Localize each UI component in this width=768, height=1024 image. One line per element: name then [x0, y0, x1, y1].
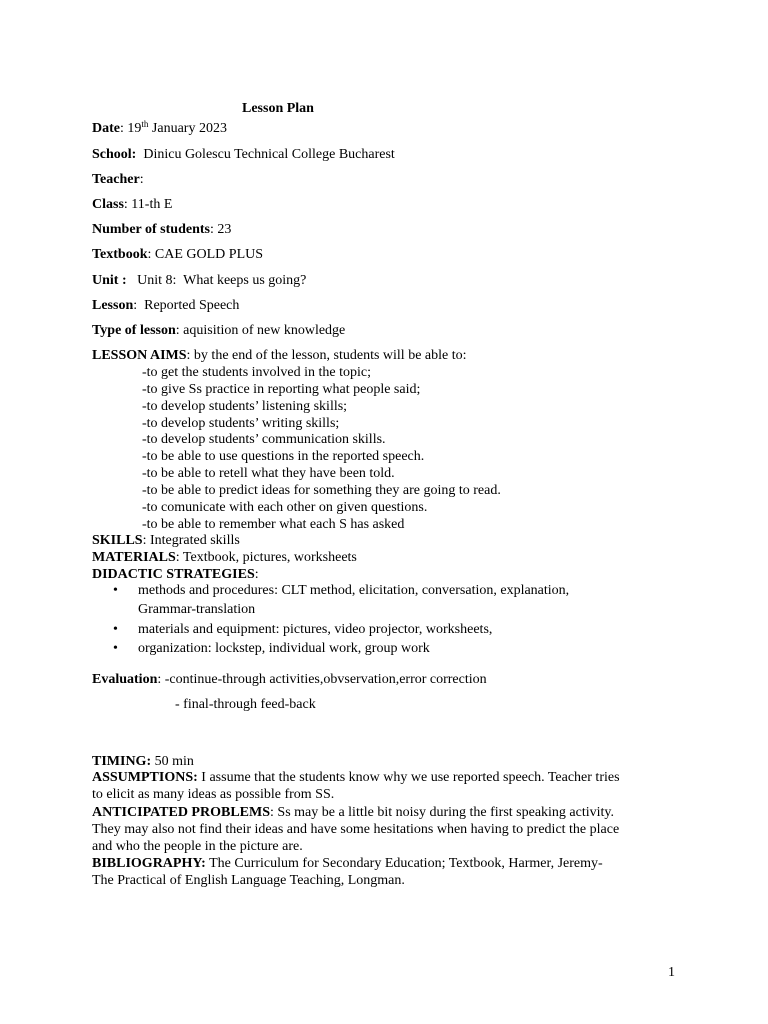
aim-item: -to comunicate with each other on given questions. — [142, 500, 428, 515]
teacher-value: : — [139, 172, 144, 187]
timing-line — [92, 754, 194, 770]
page-title: Lesson Plan — [242, 101, 314, 116]
bullet-icon: • — [113, 641, 118, 656]
materials-value: : Textbook, pictures, worksheets — [175, 550, 357, 565]
date-suffix: th — [141, 119, 149, 129]
bullet-icon: • — [113, 622, 118, 637]
aim-item: -to develop students’ writing skills; — [142, 416, 340, 431]
timing-label: TIMING: — [92, 754, 152, 769]
strategy-item: materials and equipment: pictures, video projector, worksheets, — [138, 622, 493, 637]
school-value: Dinicu Golescu Technical College Bucharest — [136, 147, 395, 162]
bullet-icon: • — [113, 583, 118, 598]
aim-item: -to be able to remember what each S has asked — [142, 517, 405, 532]
aims-intro: : by the end of the lesson, students will be able to: — [186, 348, 467, 363]
lesson-type-value: : aquisition of new knowledge — [175, 323, 346, 338]
lesson-line — [92, 298, 239, 314]
strategy-item-continued: Grammar-translation — [138, 602, 256, 617]
strategy-item: organization: lockstep, individual work, group work — [138, 641, 430, 656]
unit-line — [92, 273, 306, 289]
page-number: 1 — [668, 965, 675, 980]
evaluation-line — [92, 672, 487, 688]
date-day: 19 — [127, 121, 142, 136]
problems-value: : Ss may be a little bit noisy during the first speaking activity. — [270, 805, 614, 820]
school-label: School: — [92, 147, 137, 162]
strategies-line — [92, 567, 259, 583]
aim-item: -to be able to predict ideas for something they are going to read. — [142, 483, 501, 498]
teacher-label: Teacher — [92, 172, 140, 187]
textbook-line — [92, 247, 263, 263]
bibliography-line — [92, 856, 603, 872]
evaluation-line-2: - final-through feed-back — [175, 697, 316, 712]
aim-item: -to develop students’ communication skills. — [142, 432, 386, 447]
date-rest: January 2023 — [148, 121, 227, 136]
strategies-label: DIDACTIC STRATEGIES — [92, 567, 255, 582]
students-label: Number of students — [92, 222, 210, 237]
materials-label: MATERIALS — [92, 550, 176, 565]
class-value: : 11-th E — [123, 197, 173, 212]
assumptions-value: I assume that the students know why we use reported speech. Teacher tries — [197, 770, 620, 785]
problems-line-3: and who the people in the picture are. — [92, 839, 303, 854]
aim-item: -to be able to retell what they have been told. — [142, 466, 395, 481]
problems-line-2: They may also not find their ideas and have some hesitations when having to predict the place — [92, 822, 620, 837]
materials-line — [92, 550, 357, 566]
unit-label: Unit : — [92, 273, 127, 288]
aims-label: LESSON AIMS — [92, 348, 187, 363]
class-label: Class — [92, 197, 124, 212]
aims-line — [92, 348, 467, 364]
students-value: : 23 — [209, 222, 232, 237]
aim-item: -to develop students’ listening skills; — [142, 399, 348, 414]
aim-item: -to be able to use questions in the reported speech. — [142, 449, 425, 464]
date-label: Date — [92, 121, 120, 136]
lesson-type-label: Type of lesson — [92, 323, 176, 338]
bibliography-label: BIBLIOGRAPHY: — [92, 856, 206, 871]
problems-line — [92, 805, 614, 821]
timing-value: 50 min — [151, 754, 194, 769]
problems-label: ANTICIPATED PROBLEMS — [92, 805, 271, 820]
skills-line — [92, 533, 240, 549]
aim-item: -to get the students involved in the topic; — [142, 365, 372, 380]
textbook-label: Textbook — [92, 247, 148, 262]
lesson-label: Lesson — [92, 298, 134, 313]
assumptions-label: ASSUMPTIONS: — [92, 770, 198, 785]
students-line — [92, 222, 231, 238]
bibliography-line-2: The Practical of English Language Teaching, Longman. — [92, 873, 405, 888]
school-line — [92, 147, 395, 163]
lesson-type-line — [92, 323, 345, 339]
lesson-value: : Reported Speech — [133, 298, 240, 313]
unit-value: Unit 8: What keeps us going? — [126, 273, 307, 288]
strategy-item: methods and procedures: CLT method, elicitation, conversation, explanation, — [138, 583, 570, 598]
assumptions-line — [92, 770, 620, 786]
skills-label: SKILLS — [92, 533, 143, 548]
date-line: Date: 19th January 2023 — [92, 119, 227, 136]
aim-item: -to give Ss practice in reporting what people said; — [142, 382, 421, 397]
assumptions-line-2: to elicit as many ideas as possible from SS. — [92, 787, 335, 802]
textbook-value: : CAE GOLD PLUS — [147, 247, 264, 262]
evaluation-value: : -continue-through activities,obvservation,error correction — [157, 672, 487, 687]
class-line — [92, 197, 172, 213]
evaluation-label: Evaluation — [92, 672, 158, 687]
strategies-colon: : — [254, 567, 259, 582]
teacher-line — [92, 172, 144, 188]
skills-value: : Integrated skills — [142, 533, 240, 548]
bibliography-value: The Curriculum for Secondary Education; Textbook, Harmer, Jeremy- — [205, 856, 603, 871]
